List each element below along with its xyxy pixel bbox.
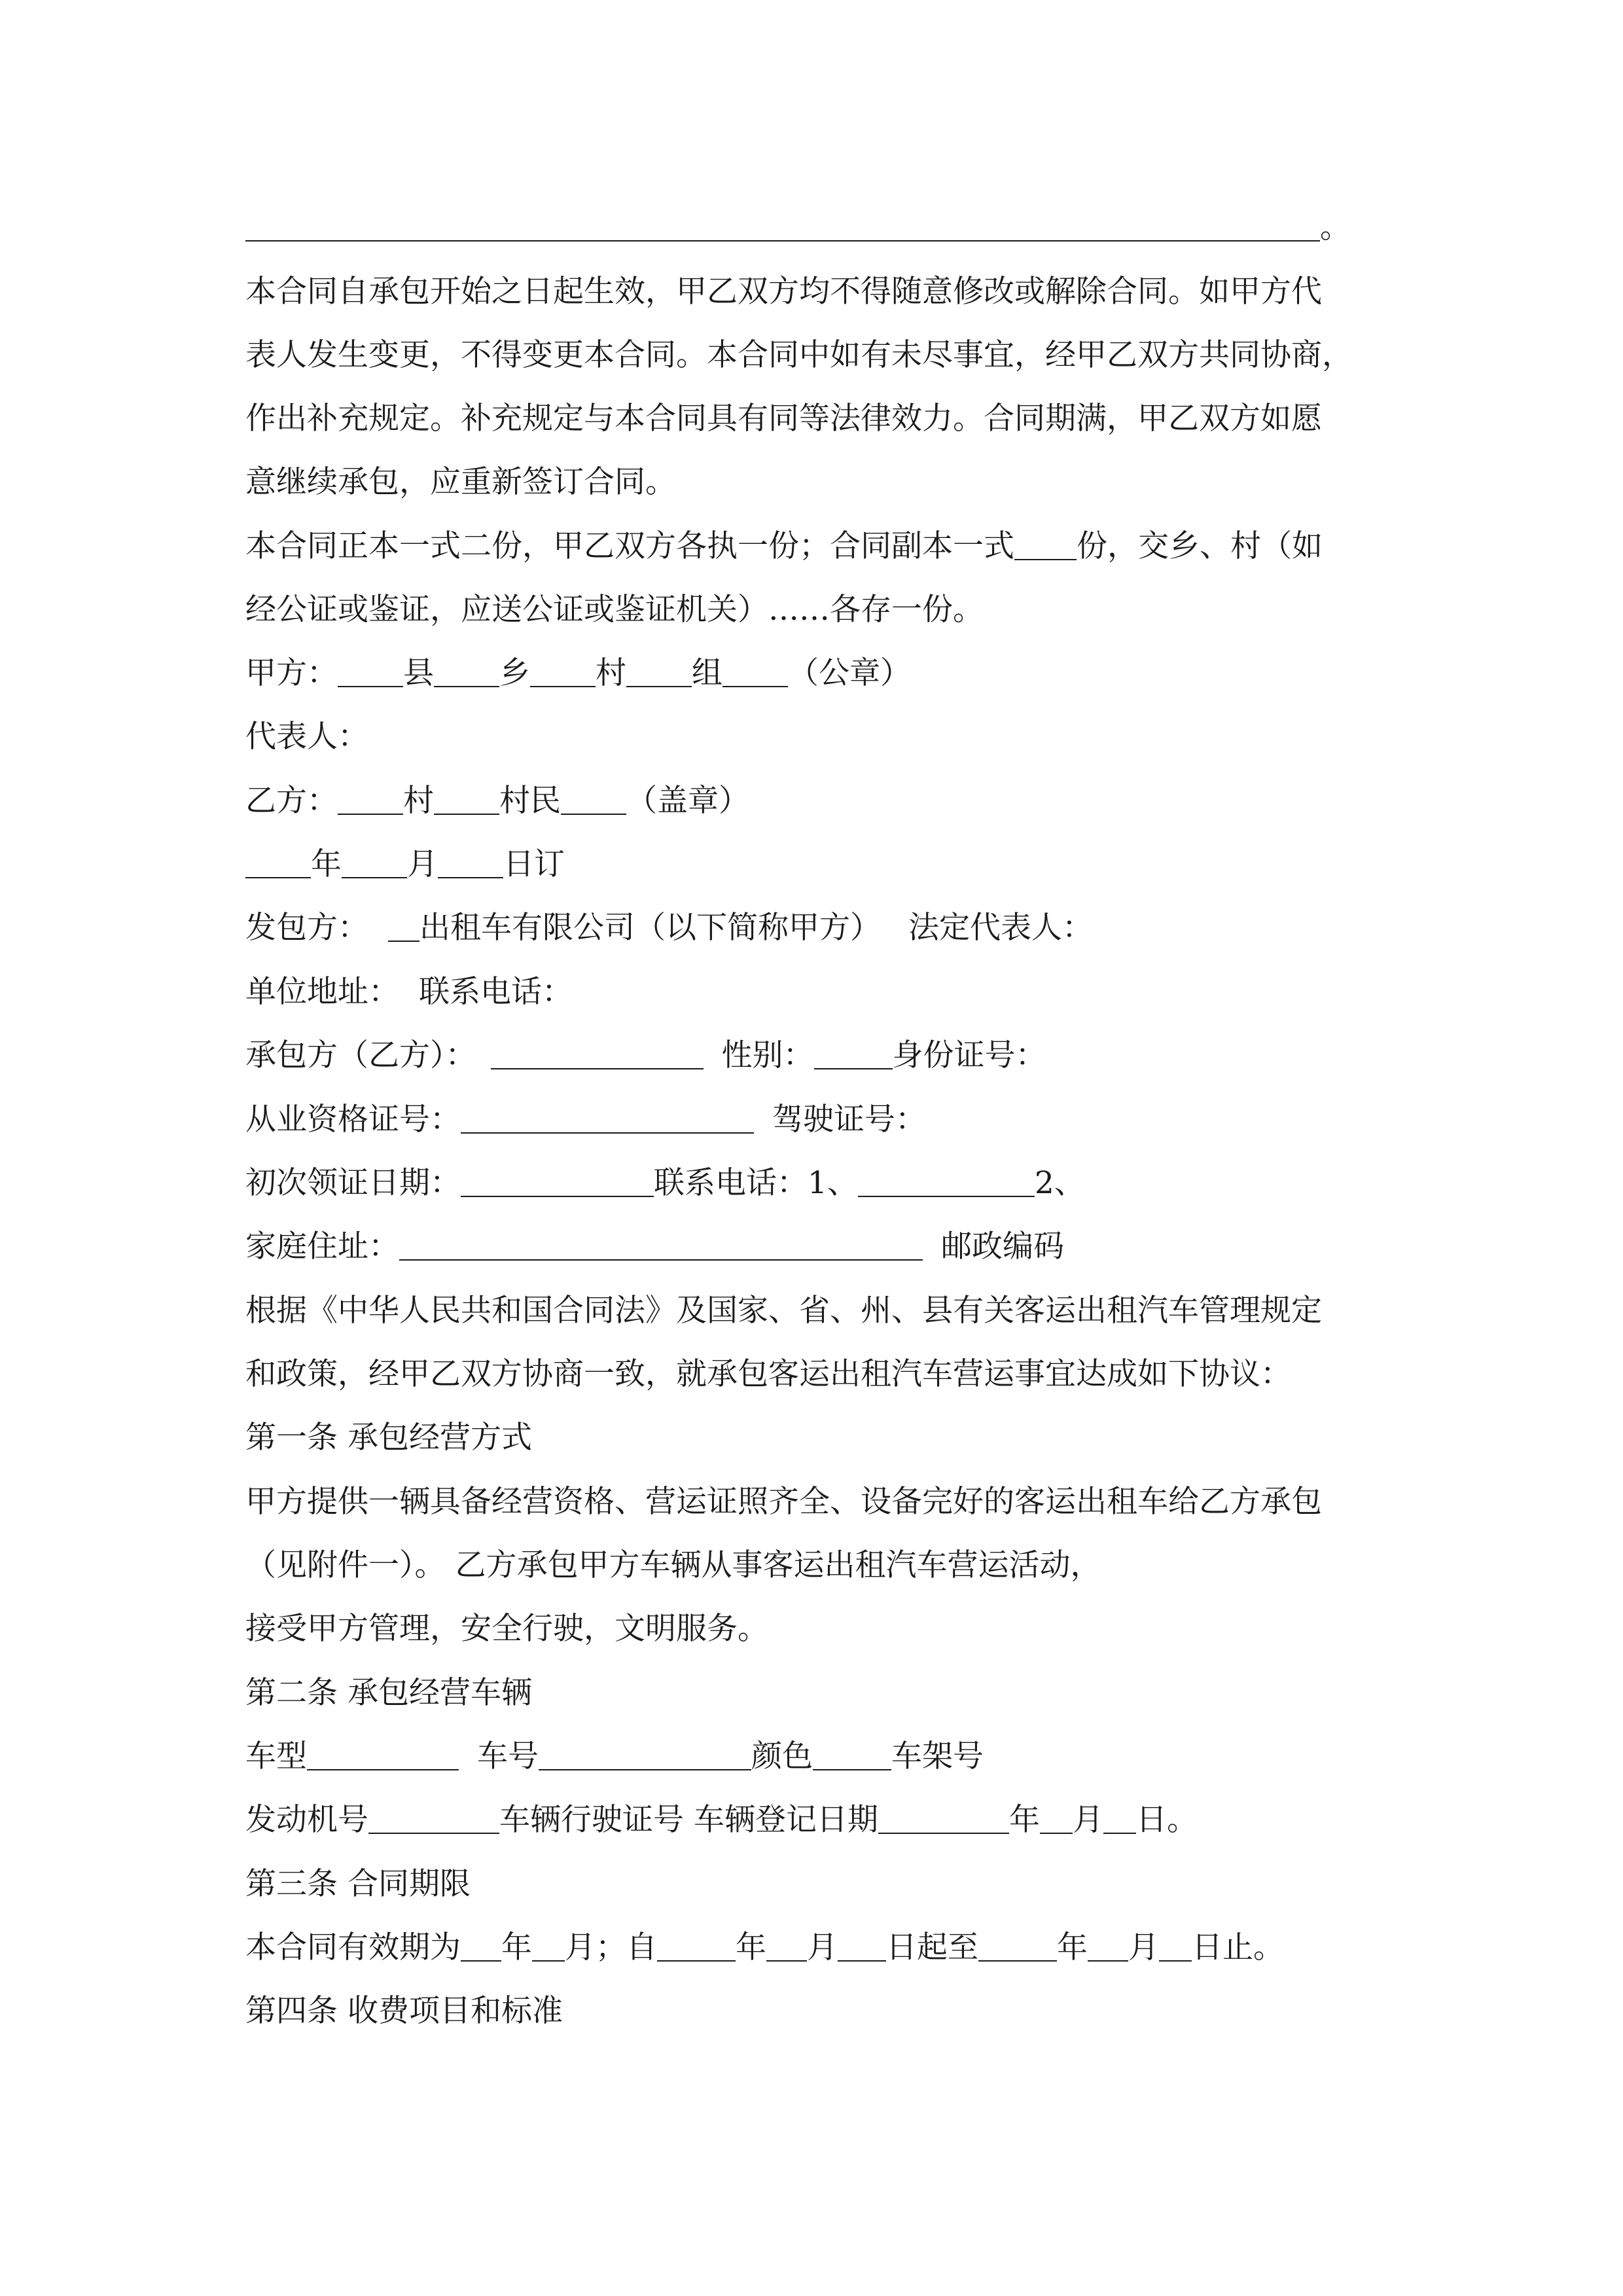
villager-label: 村民: [499, 783, 561, 819]
end-year-label: 年: [1057, 1929, 1088, 1965]
period-line: [245, 1928, 1397, 1967]
engine-line: [245, 1801, 1397, 1840]
gender-blank: [814, 1038, 893, 1069]
start-day-label: 日起至: [886, 1929, 978, 1965]
para2-line1: [245, 527, 1397, 566]
village-label: 村: [596, 655, 626, 691]
model-label: 车型: [245, 1738, 307, 1774]
gender-label: 性别：: [721, 1037, 814, 1073]
para1-line2: 表人发生变更，不得变更本合同。本合同中如有未尽事宜，经甲乙双方共同协商，: [245, 337, 1353, 373]
period-mark: 。: [1320, 209, 1351, 245]
frame-label: 车架号: [891, 1738, 984, 1774]
postcode-label: 邮政编码: [941, 1229, 1064, 1265]
year-label: 年: [1008, 1802, 1040, 1838]
village-blank: [530, 656, 596, 687]
legal-rep-label: 法定代表人：: [908, 910, 1093, 946]
county-blank: [338, 656, 403, 687]
day-label: 日。: [1135, 1802, 1198, 1838]
qualification-blank: [461, 1102, 754, 1134]
day-blank: [1103, 1803, 1136, 1834]
contractee-line: [245, 1036, 1397, 1075]
official-seal-label: （公章）: [788, 655, 911, 691]
article3-title: 第三条 合同期限: [245, 1866, 471, 1902]
villager-blank: [434, 783, 499, 815]
unit-address-label: 单位地址：: [245, 974, 399, 1010]
group-end-blank: [722, 656, 788, 687]
model-blank: [307, 1739, 459, 1770]
years-label: 年: [501, 1929, 532, 1965]
basis-line2: 和政策，经甲乙双方协商一致，就承包客运出租汽车营运事宜达成如下协议：: [245, 1356, 1291, 1392]
group-label: 组: [692, 655, 722, 691]
color-blank: [813, 1739, 891, 1770]
party-a-label: 甲方：: [245, 655, 338, 691]
home-address-label: 家庭住址：: [245, 1229, 399, 1265]
blank-field: [245, 210, 1320, 242]
phone2-label: 2、: [1034, 1165, 1085, 1201]
township-blank: [434, 656, 499, 687]
seal-label: （盖章）: [626, 783, 749, 819]
representative-line: 代表人：: [245, 719, 368, 755]
start-year-blank: [657, 1930, 736, 1962]
day-blank: [438, 847, 503, 878]
plate-label: 车号: [477, 1738, 539, 1774]
contractee-name-blank: [491, 1038, 704, 1069]
first-license-label: 初次领证日期：: [245, 1165, 461, 1201]
years-blank: [461, 1930, 501, 1962]
article1-line1: 甲方提供一辆具备经营资格、营运证照齐全、设备完好的客运出租车给乙方承包: [245, 1484, 1322, 1520]
home-address-blank: [399, 1229, 923, 1261]
date-line: [245, 845, 1397, 884]
month-label: 月: [1072, 1802, 1103, 1838]
article4-title: 第四条 收费项目和标准: [245, 1993, 563, 2029]
engine-label: 发动机号: [245, 1802, 368, 1838]
unit-phone-label: 联系电话：: [419, 974, 573, 1010]
basis-line1: 根据《中华人民共和国合同法》及国家、省、州、县有关客运出租汽车管理规定: [245, 1293, 1322, 1329]
township-label: 乡: [499, 655, 530, 691]
driver-license-label: 驾驶证号：: [772, 1102, 926, 1138]
end-day-label: 日止。: [1192, 1929, 1284, 1965]
period-label: 本合同有效期为: [245, 1929, 461, 1965]
day-label: 日订: [503, 846, 565, 882]
vehicle-line: [245, 1737, 1397, 1776]
para1-line4: 意继续承包，应重新签订合同。: [245, 464, 676, 500]
company-name: 出租车有限公司（以下简称甲方）: [419, 910, 881, 946]
para1-line3: 作出补充规定。补充规定与本合同具有同等法律效力。合同期满，甲乙双方如愿: [245, 401, 1322, 437]
start-month-label: 月: [807, 1929, 838, 1965]
party-a-line: [245, 654, 1397, 693]
para1-line1: 本合同自承包开始之日起生效，甲乙双方均不得随意修改或解除合同。如甲方代: [245, 274, 1322, 310]
months-label: 月；自: [565, 1929, 657, 1965]
months-blank: [532, 1930, 565, 1962]
top-blank-line: [245, 208, 1397, 247]
end-day-blank: [1159, 1930, 1192, 1962]
phone1-blank: [858, 1166, 1035, 1197]
group-blank: [626, 656, 692, 687]
month-blank: [1040, 1803, 1073, 1834]
month-blank: [342, 847, 407, 878]
village-blank: [338, 783, 403, 815]
start-year-label: 年: [736, 1929, 766, 1965]
year-blank: [245, 847, 311, 878]
company-blank: [388, 910, 419, 942]
para2-text-a: 本合同正本一式二份，甲乙双方各执一份；合同副本一式: [245, 528, 1014, 564]
start-month-blank: [766, 1930, 807, 1962]
first-license-blank: [461, 1166, 654, 1197]
license-reg-label: 车辆行驶证号 车辆登记日期: [499, 1802, 878, 1838]
start-day-blank: [838, 1930, 886, 1962]
month-label: 月: [407, 846, 438, 882]
party-b-label: 乙方：: [245, 783, 338, 819]
phone-label: 联系电话：1、: [654, 1165, 858, 1201]
end-year-blank: [978, 1930, 1057, 1962]
villager-name-blank: [561, 783, 626, 815]
qualification-label: 从业资格证号：: [245, 1102, 461, 1138]
contractee-label: 承包方（乙方）：: [245, 1037, 476, 1073]
article1-title: 第一条 承包经营方式: [245, 1420, 532, 1456]
para2-line2: 经公证或鉴证，应送公证或鉴证机关）……各存一份。: [245, 592, 984, 628]
home-address-line: [245, 1227, 1397, 1266]
contractor-line: [245, 908, 1397, 948]
year-label: 年: [311, 846, 342, 882]
first-license-line: [245, 1164, 1397, 1203]
end-month-blank: [1088, 1930, 1128, 1962]
para2-text-b: 份，交乡、村（如: [1077, 528, 1323, 564]
contractor-label: 发包方：: [245, 910, 368, 946]
qualification-line: [245, 1100, 1397, 1139]
article1-line2: （见附件一）。 乙方承包甲方车辆从事客运出租汽车营运活动，: [245, 1547, 1101, 1583]
county-label: 县: [403, 655, 434, 691]
party-b-line: [245, 781, 1397, 821]
engine-blank: [368, 1803, 499, 1834]
end-month-label: 月: [1128, 1929, 1159, 1965]
id-number-label: 身份证号：: [892, 1037, 1046, 1073]
village-label: 村: [403, 783, 434, 819]
reg-date-blank: [878, 1803, 1009, 1834]
unit-address-line: [245, 973, 1397, 1012]
copies-blank: [1014, 529, 1077, 560]
plate-blank: [539, 1739, 751, 1770]
article1-line3: 接受甲方管理，安全行驶，文明服务。: [245, 1611, 768, 1647]
article2-title: 第二条 承包经营车辆: [245, 1675, 532, 1711]
color-label: 颜色: [751, 1738, 813, 1774]
